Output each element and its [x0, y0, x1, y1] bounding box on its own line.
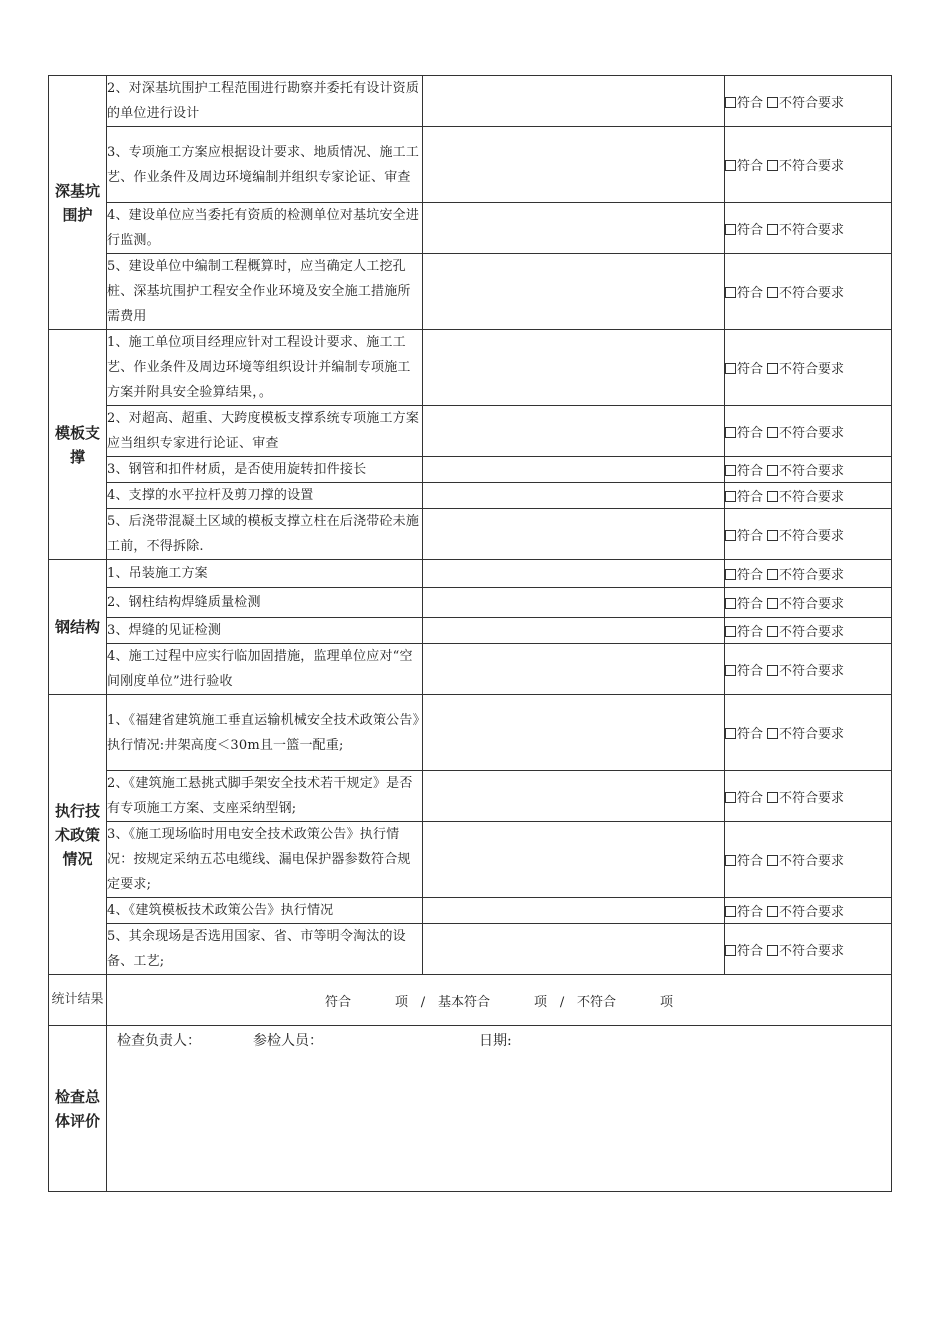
- inspection-notes-cell[interactable]: [423, 509, 725, 560]
- result-cell: [725, 76, 892, 127]
- check-item: 5、后浇带混凝土区域的模板支撑立柱在后浇带砼未施工前，不得拆除.: [107, 509, 423, 560]
- check-item: 3、专项施工方案应根据设计要求、地质情况、施工工艺、作业条件及周边环境编制并组织专家论证、审查: [107, 127, 423, 203]
- nonconform-checkbox[interactable]: [767, 665, 778, 676]
- conform-checkbox[interactable]: [725, 97, 736, 108]
- conform-label: 符合: [737, 222, 764, 238]
- table-row: [49, 898, 892, 924]
- table-row: [49, 618, 892, 644]
- check-item: 3、焊缝的见证检测: [107, 618, 423, 644]
- result-cell: [725, 560, 892, 588]
- check-item: 4、建设单位应当委托有资质的检测单位对基坑安全进行监测。: [107, 203, 423, 254]
- result-cell: [725, 457, 892, 483]
- conform-checkbox[interactable]: [725, 569, 736, 580]
- table-row: [49, 483, 892, 509]
- inspection-notes-cell[interactable]: [423, 560, 725, 588]
- nonconform-checkbox[interactable]: [767, 287, 778, 298]
- inspection-notes-cell[interactable]: [423, 898, 725, 924]
- nonconform-checkbox[interactable]: [767, 530, 778, 541]
- nonconform-label: 不符合要求: [779, 727, 845, 742]
- nonconform-checkbox[interactable]: [767, 224, 778, 235]
- inspection-notes-cell[interactable]: [423, 618, 725, 644]
- nonconform-checkbox[interactable]: [767, 491, 778, 502]
- result-cell: [725, 771, 892, 822]
- stats-sep-2: /: [559, 994, 565, 1010]
- check-item: 5、其余现场是否选用国家、省、市等明令淘汰的设备、工艺;: [107, 924, 423, 975]
- conform-checkbox[interactable]: [725, 626, 736, 637]
- result-cell: [725, 924, 892, 975]
- table-row: [49, 644, 892, 695]
- nonconform-label: 不符合要求: [779, 222, 845, 238]
- nonconform-label: 不符合要求: [779, 464, 845, 479]
- category-label: 执行技术政策情况: [49, 695, 107, 975]
- nonconform-label: 不符合要求: [779, 490, 845, 505]
- check-item: 2、对超高、超重、大跨度模板支撑系统专项施工方案应当组织专家进行论证、审查: [107, 406, 423, 457]
- nonconform-checkbox[interactable]: [767, 906, 778, 917]
- conform-checkbox[interactable]: [725, 665, 736, 676]
- nonconform-checkbox[interactable]: [767, 465, 778, 476]
- conform-label: 符合: [737, 362, 764, 377]
- table-row: [49, 695, 892, 771]
- conform-label: 符合: [737, 286, 764, 301]
- conform-label: 符合: [737, 663, 764, 679]
- stats-unit-1: 项: [394, 994, 408, 1010]
- conform-label: 符合: [737, 854, 764, 869]
- check-item: 4、施工过程中应实行临加固措施，监理单位应对“空间刚度单位”进行验收: [107, 644, 423, 695]
- conform-checkbox[interactable]: [725, 598, 736, 609]
- result-cell: [725, 127, 892, 203]
- conform-label: 符合: [737, 597, 764, 612]
- nonconform-label: 不符合要求: [779, 854, 845, 869]
- check-item: 2、《建筑施工悬挑式脚手架安全技术若干规定》是否有专项施工方案、支座采纳型钢;: [107, 771, 423, 822]
- nonconform-label: 不符合要求: [779, 425, 845, 441]
- inspection-notes-cell[interactable]: [423, 127, 725, 203]
- inspection-notes-cell[interactable]: [423, 644, 725, 695]
- inspection-notes-cell[interactable]: [423, 695, 725, 771]
- conform-checkbox[interactable]: [725, 427, 736, 438]
- evaluation-row: [49, 1026, 892, 1192]
- conform-checkbox[interactable]: [725, 287, 736, 298]
- conform-label: 符合: [737, 95, 764, 111]
- result-cell: [725, 483, 892, 509]
- stats-cell: [107, 975, 892, 1026]
- nonconform-checkbox[interactable]: [767, 160, 778, 171]
- inspection-notes-cell[interactable]: [423, 822, 725, 898]
- members-label: 参检人员：: [253, 1033, 323, 1049]
- conform-label: 符合: [737, 790, 764, 806]
- inspection-notes-cell[interactable]: [423, 771, 725, 822]
- conform-checkbox[interactable]: [725, 855, 736, 866]
- stats-label: 统计结果: [49, 975, 107, 1026]
- conform-label: 符合: [737, 943, 764, 959]
- check-item: 1、《福建省建筑施工垂直运输机械安全技术政策公告》执行情况:井架高度＜30m且一篮一配重;: [107, 695, 423, 771]
- conform-label: 符合: [737, 727, 764, 742]
- summary-body: [49, 975, 892, 1192]
- check-item: 3、《施工现场临时用电安全技术政策公告》执行情况：按规定采纳五芯电缆线、漏电保护器参数符合规定要求;: [107, 822, 423, 898]
- nonconform-label: 不符合要求: [779, 362, 845, 377]
- check-item: 4、支撑的水平拉杆及剪刀撑的设置: [107, 483, 423, 509]
- table-row: [49, 588, 892, 618]
- result-cell: [725, 406, 892, 457]
- conform-checkbox[interactable]: [725, 224, 736, 235]
- inspection-notes-cell[interactable]: [423, 924, 725, 975]
- stats-jiben: 基本符合: [437, 994, 490, 1010]
- nonconform-label: 不符合要求: [779, 625, 845, 640]
- conform-label: 符合: [737, 159, 764, 174]
- nonconform-checkbox[interactable]: [767, 728, 778, 739]
- evaluation-cell[interactable]: [107, 1026, 892, 1192]
- stats-row: [49, 975, 892, 1026]
- nonconform-checkbox[interactable]: [767, 97, 778, 108]
- conform-label: 符合: [737, 528, 764, 544]
- conform-label: 符合: [737, 464, 764, 479]
- nonconform-label: 不符合要求: [779, 568, 845, 583]
- conform-checkbox[interactable]: [725, 530, 736, 541]
- table-row: [49, 771, 892, 822]
- result-cell: [725, 695, 892, 771]
- result-cell: [725, 330, 892, 406]
- nonconform-label: 不符合要求: [779, 286, 845, 301]
- stats-fuhe: 符合: [324, 994, 351, 1010]
- table-row: [49, 822, 892, 898]
- conform-label: 符合: [737, 568, 764, 583]
- inspection-notes-cell[interactable]: [423, 330, 725, 406]
- date-label: 日期:: [479, 1033, 512, 1049]
- nonconform-checkbox[interactable]: [767, 792, 778, 803]
- check-item: 4、《建筑模板技术政策公告》执行情况: [107, 898, 423, 924]
- category-label: 深基坑围护: [49, 76, 107, 330]
- table-row: [49, 457, 892, 483]
- nonconform-checkbox[interactable]: [767, 427, 778, 438]
- result-cell: [725, 822, 892, 898]
- result-cell: [725, 203, 892, 254]
- result-cell: [725, 588, 892, 618]
- table-row: [49, 254, 892, 330]
- conform-label: 符合: [737, 425, 764, 441]
- signature-line: [107, 1026, 891, 1050]
- table-row: [49, 203, 892, 254]
- nonconform-label: 不符合要求: [779, 663, 845, 679]
- inspection-notes-cell[interactable]: [423, 254, 725, 330]
- result-cell: [725, 618, 892, 644]
- conform-checkbox[interactable]: [725, 945, 736, 956]
- stats-unit-3: 项: [660, 994, 674, 1010]
- evaluation-label: 检查总体评价: [49, 1026, 107, 1192]
- nonconform-label: 不符合要求: [779, 159, 845, 174]
- conform-checkbox[interactable]: [725, 465, 736, 476]
- table-row: [49, 406, 892, 457]
- check-item: 5、建设单位中编制工程概算时，应当确定人工挖孔桩、深基坑围护工程安全作业环境及安全施工措施所需费用: [107, 254, 423, 330]
- category-label: 钢结构: [49, 560, 107, 695]
- nonconform-checkbox[interactable]: [767, 855, 778, 866]
- result-cell: [725, 254, 892, 330]
- nonconform-label: 不符合要求: [779, 95, 845, 111]
- check-item: 1、吊装施工方案: [107, 560, 423, 588]
- result-cell: [725, 644, 892, 695]
- check-item: 2、对深基坑围护工程范围进行勘察并委托有设计资质的单位进行设计: [107, 76, 423, 127]
- check-item: 1、施工单位项目经理应针对工程设计要求、施工工艺、作业条件及周边环境等组织设计并编制专项施工方案并附具安全验算结果，。: [107, 330, 423, 406]
- conform-label: 符合: [737, 905, 764, 920]
- stats-bufuhe: 不符合: [577, 994, 617, 1010]
- nonconform-label: 不符合要求: [779, 597, 845, 612]
- conform-checkbox[interactable]: [725, 728, 736, 739]
- nonconform-checkbox[interactable]: [767, 626, 778, 637]
- inspection-notes-cell[interactable]: [423, 483, 725, 509]
- table-row: [49, 560, 892, 588]
- inspection-notes-cell[interactable]: [423, 457, 725, 483]
- result-cell: [725, 509, 892, 560]
- table-row: [49, 76, 892, 127]
- table-row: [49, 330, 892, 406]
- inspection-notes-cell[interactable]: [423, 76, 725, 127]
- nonconform-checkbox[interactable]: [767, 945, 778, 956]
- nonconform-label: 不符合要求: [779, 905, 845, 920]
- stats-unit-2: 项: [534, 994, 548, 1010]
- result-cell: [725, 898, 892, 924]
- nonconform-label: 不符合要求: [779, 790, 845, 806]
- category-label: 模板支撑: [49, 330, 107, 560]
- table-row: [49, 924, 892, 975]
- check-item: 2、钢柱结构焊缝质量检测: [107, 588, 423, 618]
- conform-checkbox[interactable]: [725, 363, 736, 374]
- inspection-notes-cell[interactable]: [423, 588, 725, 618]
- table-row: [49, 509, 892, 560]
- inspection-table: [48, 75, 892, 1192]
- conform-label: 符合: [737, 625, 764, 640]
- nonconform-label: 不符合要求: [779, 528, 845, 544]
- inspection-notes-cell[interactable]: [423, 203, 725, 254]
- inspection-notes-cell[interactable]: [423, 406, 725, 457]
- leader-label: 检查负责人：: [117, 1033, 201, 1049]
- inspection-body: [49, 76, 892, 975]
- nonconform-checkbox[interactable]: [767, 598, 778, 609]
- stats-sep-1: /: [420, 994, 426, 1010]
- nonconform-label: 不符合要求: [779, 943, 845, 959]
- conform-checkbox[interactable]: [725, 906, 736, 917]
- nonconform-checkbox[interactable]: [767, 363, 778, 374]
- check-item: 3、钢管和扣件材质，是否使用旋转扣件接长: [107, 457, 423, 483]
- table-row: [49, 127, 892, 203]
- conform-checkbox[interactable]: [725, 792, 736, 803]
- nonconform-checkbox[interactable]: [767, 569, 778, 580]
- conform-checkbox[interactable]: [725, 491, 736, 502]
- conform-checkbox[interactable]: [725, 160, 736, 171]
- conform-label: 符合: [737, 490, 764, 505]
